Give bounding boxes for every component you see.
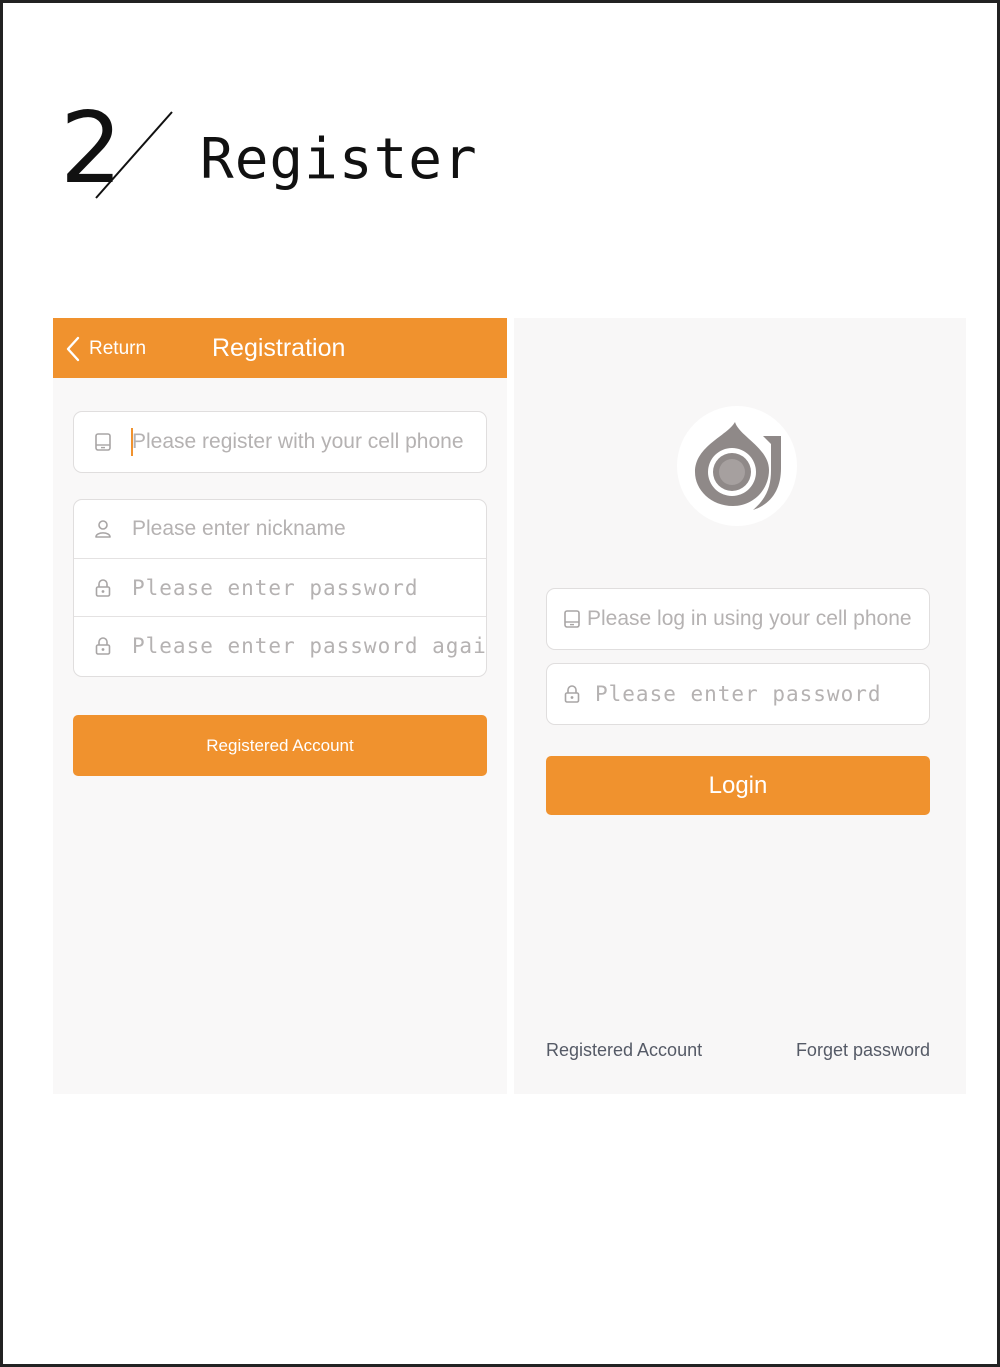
lock-icon	[94, 636, 112, 656]
step-number: 2	[60, 92, 119, 206]
login-password-field	[547, 664, 929, 724]
page-title: Registration	[212, 334, 346, 362]
step-number-badge	[58, 92, 178, 206]
login-phone-field-box	[546, 588, 930, 650]
login-phone-field	[547, 589, 929, 649]
nickname-input[interactable]	[132, 517, 486, 541]
registration-header	[53, 318, 507, 378]
return-label: Return	[89, 338, 147, 359]
return-button[interactable]	[65, 334, 146, 364]
login-password-input[interactable]	[595, 682, 929, 706]
step-heading	[58, 92, 478, 208]
step-title: Register	[200, 127, 478, 192]
login-screen	[514, 318, 966, 1094]
account-fields-box	[73, 499, 487, 677]
slash-mark-icon	[58, 108, 178, 204]
password-field	[74, 558, 486, 616]
phone-field	[74, 412, 486, 472]
login-button[interactable]: Login	[546, 756, 930, 815]
nickname-field	[74, 500, 486, 558]
app-logo	[677, 406, 797, 526]
phone-icon	[94, 432, 112, 452]
login-password-field-box	[546, 663, 930, 725]
registered-account-link[interactable]: Registered Account	[546, 1040, 703, 1060]
text-caret	[131, 428, 133, 456]
password-input[interactable]	[132, 576, 486, 600]
password-confirm-input[interactable]	[132, 634, 486, 658]
phone-input[interactable]	[132, 430, 486, 454]
password-confirm-field	[74, 616, 486, 674]
lock-icon	[94, 578, 112, 598]
phone-icon	[563, 609, 581, 629]
registration-screen	[53, 318, 507, 1094]
logo-badge	[677, 406, 797, 526]
lock-icon	[563, 684, 581, 704]
forget-password-link[interactable]: Forget password	[795, 1040, 930, 1060]
chevron-left-icon	[65, 336, 81, 362]
user-icon	[94, 519, 112, 539]
login-phone-input[interactable]	[587, 607, 929, 631]
phone-field-box	[73, 411, 487, 473]
register-account-button[interactable]: Registered Account	[73, 715, 487, 776]
